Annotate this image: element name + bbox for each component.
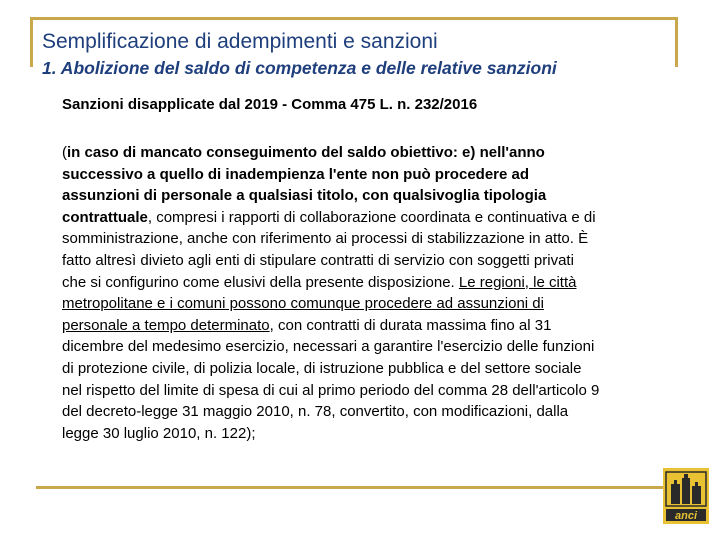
logo-label: anci xyxy=(674,510,698,522)
frame-right-line xyxy=(675,17,678,67)
body-underlined-text: Le regioni, le città metropolitane e i comuni possono comunque procedere ad assunzioni di personale a tempo determinato xyxy=(62,273,577,334)
body-bold-text: in caso di mancato conseguimento del saldo obiettivo: e) nell'anno successivo a quello di inadempienza l'ente non può procedere ad assunzioni di personale a qualsiasi titolo, con qualsivoglia tipologia contrattuale xyxy=(62,144,547,226)
frame-top-line xyxy=(30,17,678,20)
body-text-1: , compresi i rapporti di collaborazione coordinata e continuativa e di somministrazione, anche con riferimento ai processi di stabilizzazione in atto. È fatto altresì divieto agli enti di stipulare contratti di servizio con soggetti privati che si configurino come elusivi della presente disposizione. xyxy=(62,208,596,291)
slide-subtitle: 1. Abolizione del saldo di competenza e delle relative sanzioni xyxy=(42,58,557,78)
body-text-2: , con contratti di durata massima fino al 31 dicembre del medesimo esercizio, necessari a garantire l'esercizio delle funzioni di protezione civile, di polizia locale, di istruzione pubblica e del settore sociale nel rispetto del limite di spesa di cui al primo periodo del comma 28 dell'articolo 9 del decreto-legge 31 maggio 2010, n. 78, convertito, con modificazioni, dalla legge 30 luglio 2010, n. 122); xyxy=(62,316,600,442)
slide-title: Semplificazione di adempimenti e sanzioni xyxy=(42,30,438,53)
body-paragraph xyxy=(62,142,602,444)
body-open-paren: ( xyxy=(62,144,67,161)
section-heading: Sanzioni disapplicate dal 2019 - Comma 475 L. n. 232/2016 xyxy=(62,96,478,113)
frame-bottom-line xyxy=(36,486,666,489)
anci-logo-icon xyxy=(663,468,709,524)
frame-left-line xyxy=(30,17,33,67)
logo-tower-center xyxy=(682,474,690,504)
